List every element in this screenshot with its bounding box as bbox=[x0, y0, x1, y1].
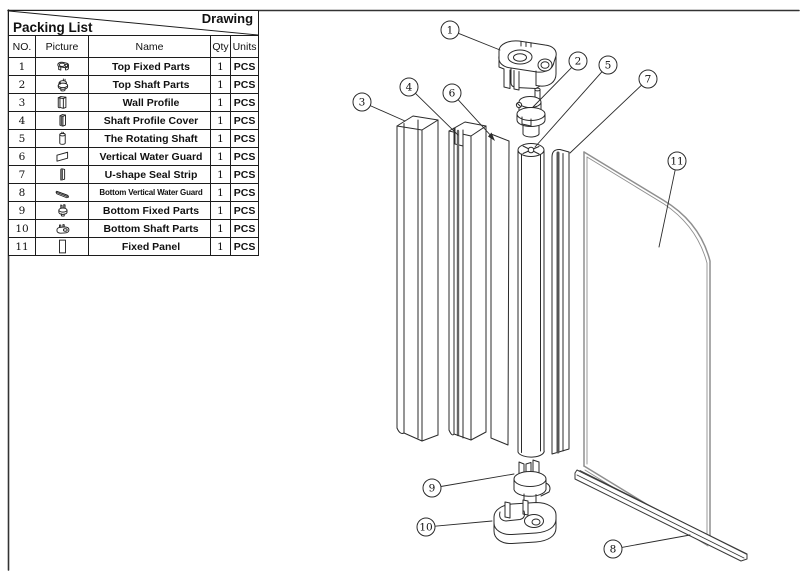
drawing-section-label: Drawing bbox=[201, 11, 254, 26]
row-units-cell: PCS bbox=[231, 94, 259, 112]
top-fixed-part bbox=[499, 41, 556, 90]
packing-table-body bbox=[9, 58, 259, 256]
bottom-fixed-part bbox=[514, 460, 550, 506]
bottom-vertical-water-guard-icon bbox=[36, 184, 88, 201]
table-row bbox=[9, 220, 259, 238]
callout-number: 7 bbox=[644, 73, 652, 86]
row-units-cell: PCS bbox=[231, 58, 259, 76]
row-units-cell: PCS bbox=[231, 202, 259, 220]
table-row bbox=[9, 148, 259, 166]
row-picture-cell bbox=[36, 238, 89, 256]
row-number-cell: 9 bbox=[9, 202, 36, 220]
vertical-water-guard-icon bbox=[36, 148, 88, 165]
top-fixed-parts-icon bbox=[36, 58, 88, 75]
row-picture-cell bbox=[36, 184, 89, 202]
table-row bbox=[9, 58, 259, 76]
callout-number: 10 bbox=[419, 521, 433, 534]
callout-number: 1 bbox=[446, 24, 454, 37]
callout-8 bbox=[604, 535, 690, 558]
table-header-row bbox=[9, 36, 259, 58]
row-picture-cell bbox=[36, 148, 89, 166]
row-qty-cell: 1 bbox=[211, 58, 231, 76]
table-row bbox=[9, 238, 259, 256]
callout-3 bbox=[353, 93, 405, 121]
row-qty-cell: 1 bbox=[211, 166, 231, 184]
callout-number: 8 bbox=[609, 543, 617, 556]
packing-list-title: Packing List bbox=[13, 20, 93, 35]
rotating-shaft-part bbox=[518, 144, 544, 458]
row-units-cell: PCS bbox=[231, 148, 259, 166]
col-header-no: NO. bbox=[9, 36, 36, 58]
row-qty-cell: 1 bbox=[211, 148, 231, 166]
packing-list-table bbox=[8, 10, 259, 256]
row-name-cell: Bottom Shaft Parts bbox=[89, 220, 211, 238]
row-name-cell: Bottom Fixed Parts bbox=[89, 202, 211, 220]
row-number-cell: 6 bbox=[9, 148, 36, 166]
col-header-qty: Qty bbox=[211, 36, 231, 58]
wall-profile-part bbox=[397, 116, 438, 441]
callout-1 bbox=[441, 21, 500, 50]
u-shape-seal-strip-icon bbox=[36, 166, 88, 183]
wall-profile-icon bbox=[36, 94, 88, 111]
row-picture-cell bbox=[36, 94, 89, 112]
row-units-cell: PCS bbox=[231, 76, 259, 94]
fixed-panel-icon bbox=[36, 238, 88, 255]
callout-number: 3 bbox=[358, 96, 366, 109]
table-row bbox=[9, 184, 259, 202]
row-units-cell: PCS bbox=[231, 220, 259, 238]
row-qty-cell: 1 bbox=[211, 94, 231, 112]
col-header-units: Units bbox=[231, 36, 259, 58]
row-number-cell: 2 bbox=[9, 76, 36, 94]
top-shaft-part bbox=[516, 88, 545, 137]
callout-number: 2 bbox=[574, 55, 582, 68]
table-row bbox=[9, 130, 259, 148]
table-row bbox=[9, 76, 259, 94]
row-number-cell: 10 bbox=[9, 220, 36, 238]
u-shape-seal-strip-part bbox=[552, 149, 569, 454]
callout-10 bbox=[417, 518, 492, 536]
row-units-cell: PCS bbox=[231, 112, 259, 130]
row-name-cell: The Rotating Shaft bbox=[89, 130, 211, 148]
row-number-cell: 11 bbox=[9, 238, 36, 256]
callout-number: 5 bbox=[604, 59, 612, 72]
row-units-cell: PCS bbox=[231, 166, 259, 184]
row-name-cell: Top Fixed Parts bbox=[89, 58, 211, 76]
row-units-cell: PCS bbox=[231, 238, 259, 256]
row-picture-cell bbox=[36, 166, 89, 184]
col-header-picture: Picture bbox=[36, 36, 89, 58]
row-qty-cell: 1 bbox=[211, 220, 231, 238]
row-number-cell: 1 bbox=[9, 58, 36, 76]
row-picture-cell bbox=[36, 130, 89, 148]
callout-9 bbox=[423, 474, 514, 497]
row-qty-cell: 1 bbox=[211, 112, 231, 130]
row-name-cell: U-shape Seal Strip bbox=[89, 166, 211, 184]
bottom-shaft-parts-icon bbox=[36, 220, 88, 237]
callout-number: 6 bbox=[448, 87, 456, 100]
row-picture-cell bbox=[36, 220, 89, 238]
row-name-cell: Bottom Vertical Water Guard bbox=[89, 184, 211, 202]
bottom-vertical-water-guard-part bbox=[575, 470, 747, 561]
callout-7 bbox=[570, 70, 657, 153]
bottom-fixed-parts-icon bbox=[36, 202, 88, 219]
shaft-profile-cover-part bbox=[449, 122, 486, 440]
row-number-cell: 5 bbox=[9, 130, 36, 148]
table-row bbox=[9, 112, 259, 130]
row-name-cell: Top Shaft Parts bbox=[89, 76, 211, 94]
row-qty-cell: 1 bbox=[211, 130, 231, 148]
bottom-shaft-part bbox=[494, 500, 556, 544]
row-units-cell: PCS bbox=[231, 184, 259, 202]
row-picture-cell bbox=[36, 202, 89, 220]
table-title-row bbox=[9, 11, 259, 36]
vertical-water-guard-part bbox=[491, 134, 509, 445]
row-name-cell: Fixed Panel bbox=[89, 238, 211, 256]
row-number-cell: 7 bbox=[9, 166, 36, 184]
row-picture-cell bbox=[36, 76, 89, 94]
row-qty-cell: 1 bbox=[211, 238, 231, 256]
col-header-name: Name bbox=[89, 36, 211, 58]
row-units-cell: PCS bbox=[231, 130, 259, 148]
table-title-cell bbox=[9, 11, 259, 36]
table-row bbox=[9, 202, 259, 220]
table-row bbox=[9, 166, 259, 184]
callout-number: 4 bbox=[405, 81, 413, 94]
row-qty-cell: 1 bbox=[211, 184, 231, 202]
row-picture-cell bbox=[36, 112, 89, 130]
row-name-cell: Wall Profile bbox=[89, 94, 211, 112]
row-number-cell: 4 bbox=[9, 112, 36, 130]
row-name-cell: Vertical Water Guard bbox=[89, 148, 211, 166]
shaft-profile-cover-icon bbox=[36, 112, 88, 129]
table-row bbox=[9, 94, 259, 112]
rotating-shaft-icon bbox=[36, 130, 88, 147]
row-name-cell: Shaft Profile Cover bbox=[89, 112, 211, 130]
row-picture-cell bbox=[36, 58, 89, 76]
row-qty-cell: 1 bbox=[211, 76, 231, 94]
callout-number: 9 bbox=[428, 482, 436, 495]
row-number-cell: 8 bbox=[9, 184, 36, 202]
row-qty-cell: 1 bbox=[211, 202, 231, 220]
callout-number: 11 bbox=[670, 155, 684, 168]
row-number-cell: 3 bbox=[9, 94, 36, 112]
top-shaft-parts-icon bbox=[36, 76, 88, 93]
